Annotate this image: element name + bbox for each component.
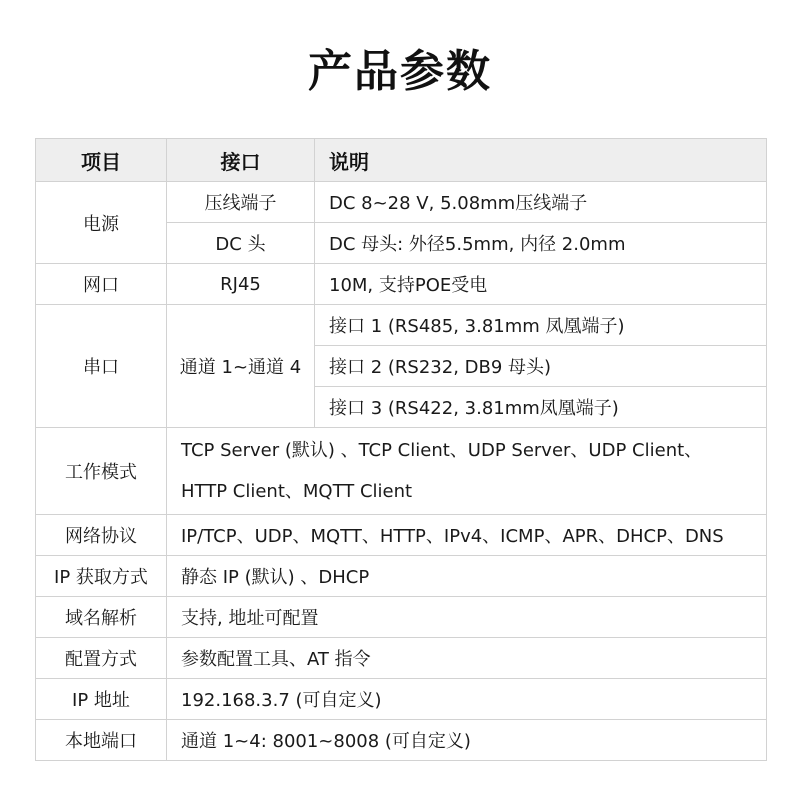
serial-desc-3: 接口 3 (RS422, 3.81mm凤凰端子) [315, 387, 767, 428]
spec-table [35, 138, 767, 761]
work-mode-line-1: TCP Server (默认) 、TCP Client、UDP Server、UDP Client、 [181, 440, 703, 461]
table-row [36, 597, 767, 638]
header-port: 接口 [167, 139, 315, 182]
header-desc: 说明 [315, 139, 767, 182]
protocols-label: 网络协议 [36, 515, 167, 556]
work-mode-label: 工作模式 [36, 428, 167, 515]
dns-label: 域名解析 [36, 597, 167, 638]
local-port-value: 通道 1~4: 8001~8008 (可自定义) [167, 720, 767, 761]
table-row [36, 515, 767, 556]
config-value: 参数配置工具、AT 指令 [167, 638, 767, 679]
table-row [36, 305, 767, 346]
table-row [36, 428, 767, 515]
config-label: 配置方式 [36, 638, 167, 679]
header-item: 项目 [36, 139, 167, 182]
serial-label: 串口 [36, 305, 167, 428]
ip-mode-value: 静态 IP (默认) 、DHCP [167, 556, 767, 597]
power-label: 电源 [36, 182, 167, 264]
ip-addr-value: 192.168.3.7 (可自定义) [167, 679, 767, 720]
power-desc-2: DC 母头: 外径5.5mm, 内径 2.0mm [315, 223, 767, 264]
table-row [36, 182, 767, 223]
work-mode-line-2: HTTP Client、MQTT Client [181, 481, 413, 502]
local-port-label: 本地端口 [36, 720, 167, 761]
table-row [36, 264, 767, 305]
ip-mode-label: IP 获取方式 [36, 556, 167, 597]
table-header-row [36, 139, 767, 182]
dns-value: 支持, 地址可配置 [167, 597, 767, 638]
network-port-label: 网口 [36, 264, 167, 305]
power-port-2: DC 头 [167, 223, 315, 264]
network-port-port: RJ45 [167, 264, 315, 305]
work-mode-value [167, 428, 767, 515]
table-row [36, 638, 767, 679]
table-row [36, 720, 767, 761]
serial-port: 通道 1~通道 4 [167, 305, 315, 428]
serial-desc-2: 接口 2 (RS232, DB9 母头) [315, 346, 767, 387]
serial-desc-1: 接口 1 (RS485, 3.81mm 凤凰端子) [315, 305, 767, 346]
network-port-desc: 10M, 支持POE受电 [315, 264, 767, 305]
table-row [36, 679, 767, 720]
power-desc-1: DC 8~28 V, 5.08mm压线端子 [315, 182, 767, 223]
ip-addr-label: IP 地址 [36, 679, 167, 720]
page-title: 产品参数 [308, 46, 492, 97]
power-port-1: 压线端子 [167, 182, 315, 223]
protocols-value: IP/TCP、UDP、MQTT、HTTP、IPv4、ICMP、APR、DHCP、DNS [167, 515, 767, 556]
table-row [36, 556, 767, 597]
